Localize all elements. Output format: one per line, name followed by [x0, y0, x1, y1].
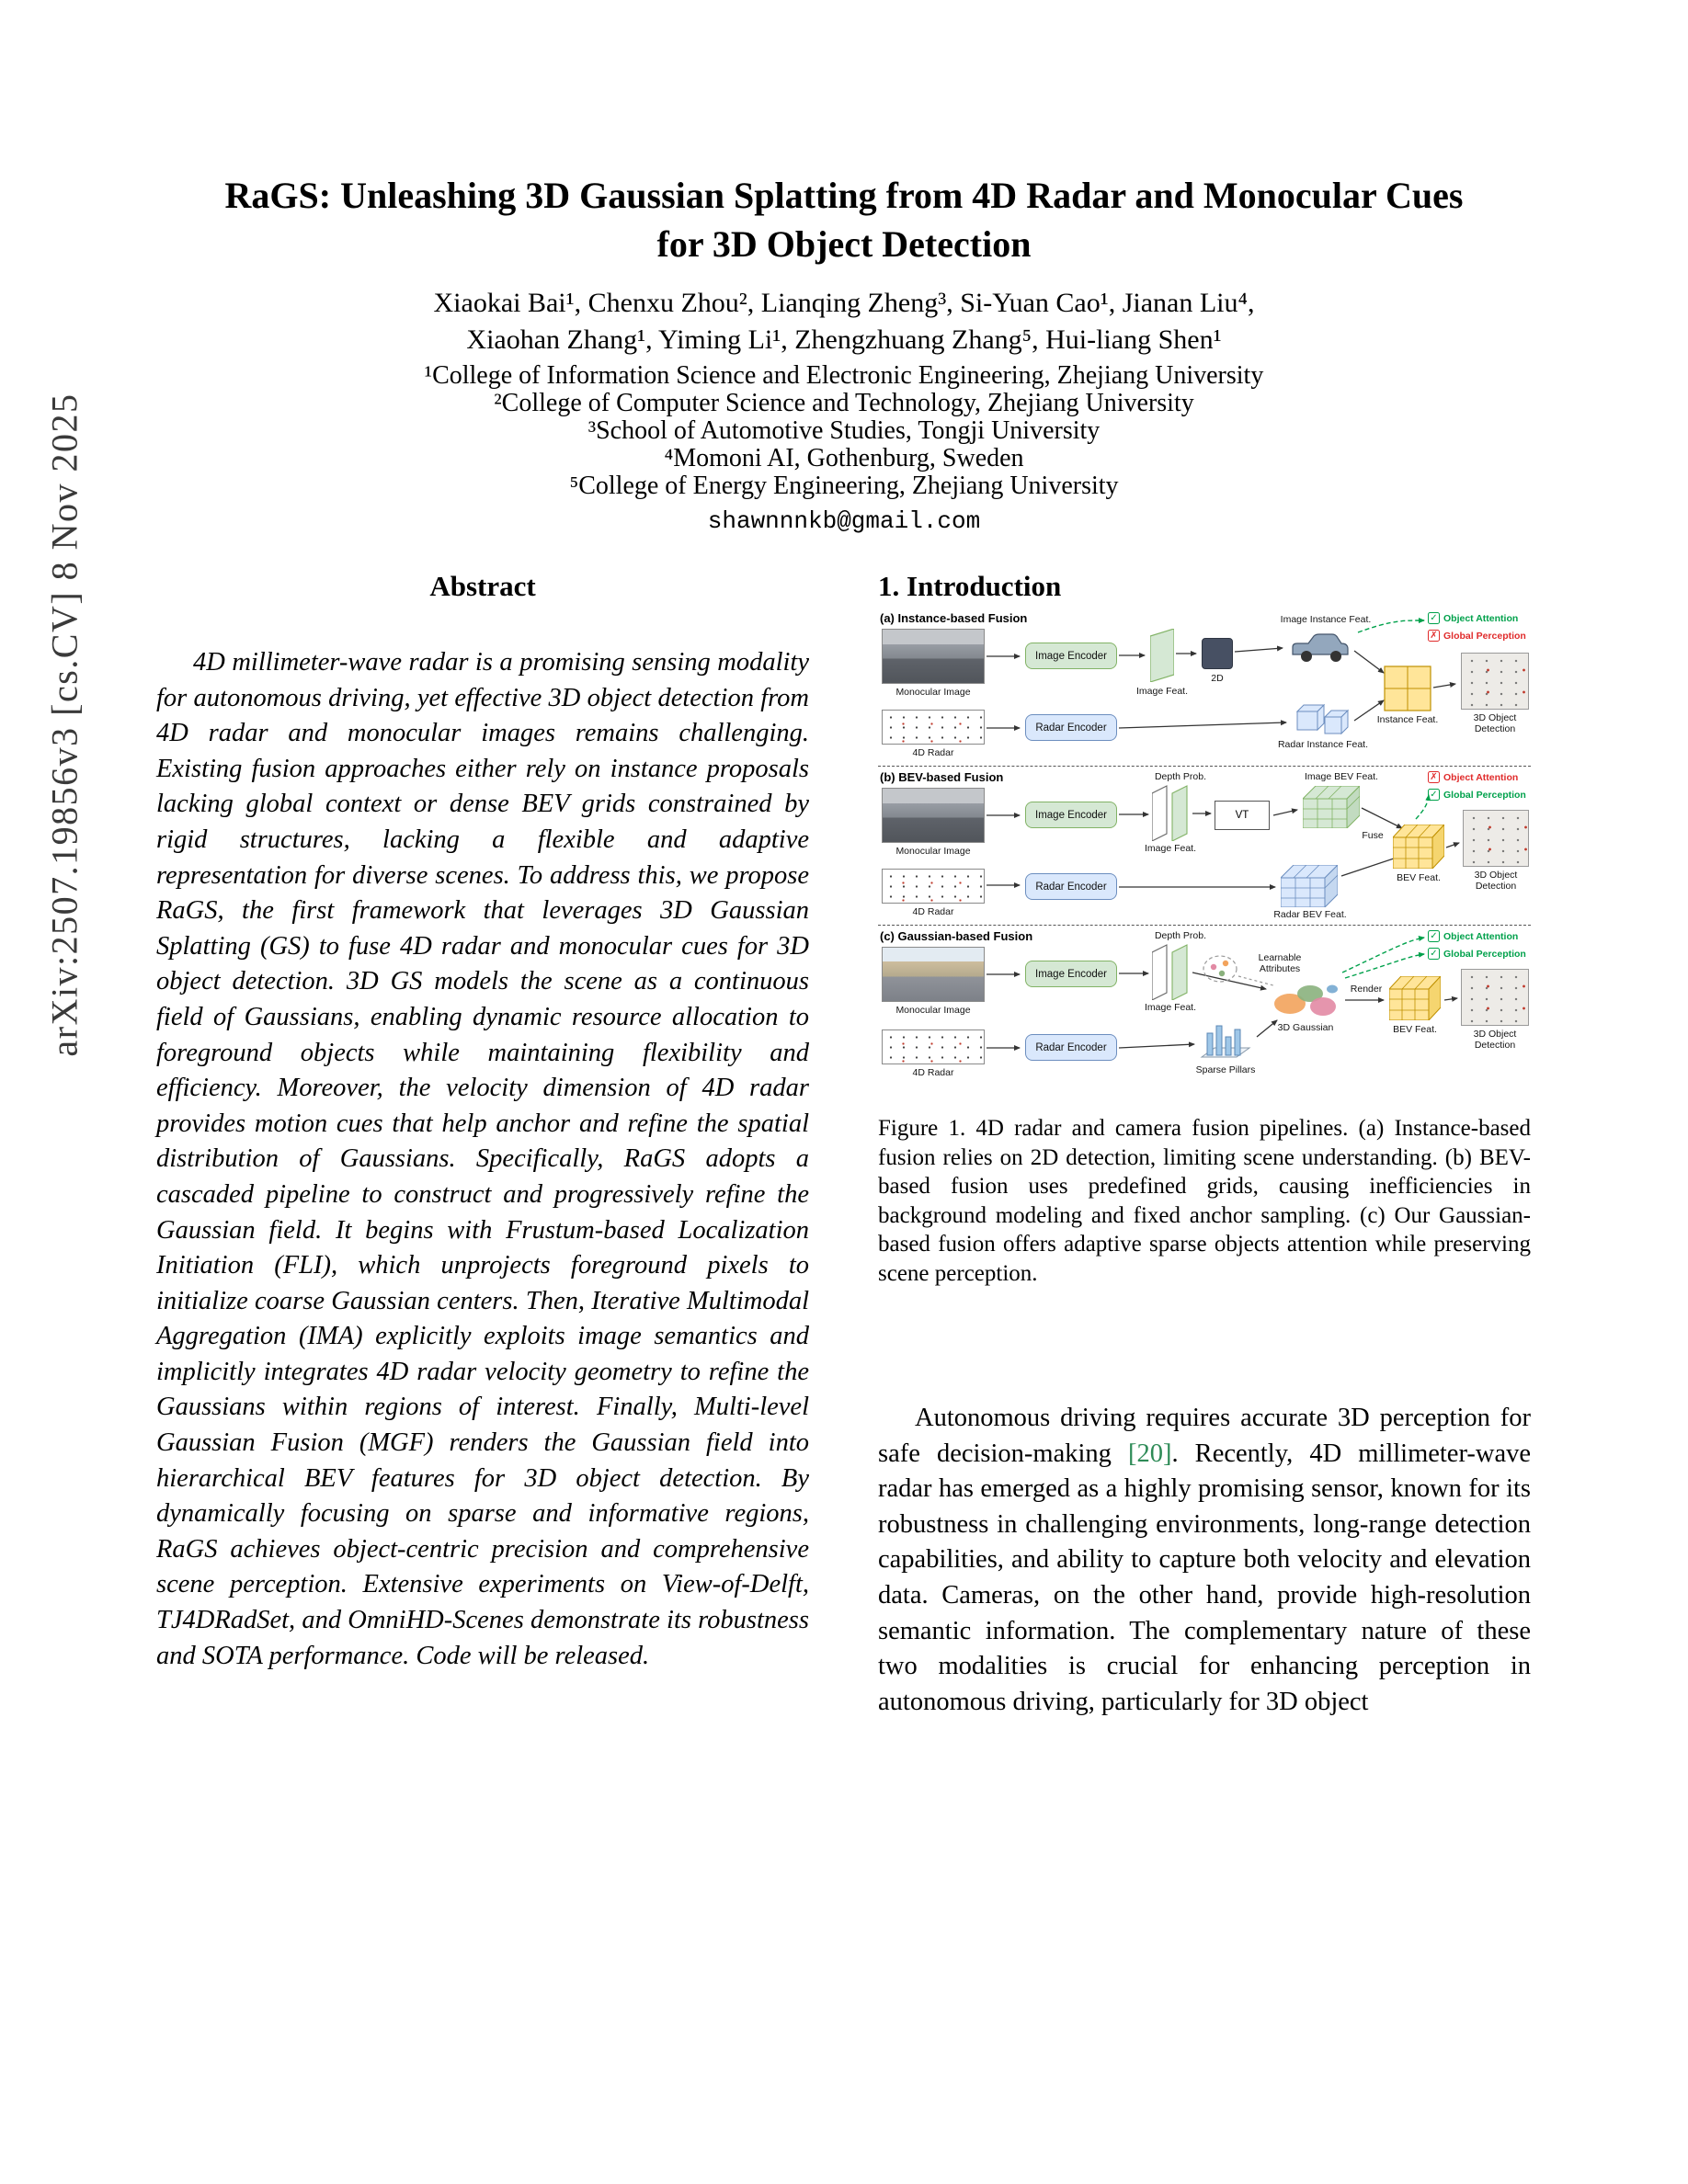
monocular-image-label: Monocular Image — [895, 846, 971, 857]
detection-result-thumbnail — [1461, 969, 1529, 1026]
panel-c-title: (c) Gaussian-based Fusion — [880, 929, 1033, 943]
depth-image-feat-planes-icon — [1152, 943, 1189, 1005]
figure-panel-c — [878, 928, 1531, 1090]
check-object-attention — [1428, 612, 1518, 624]
radar-pointcloud-thumbnail — [882, 710, 985, 745]
figure-1 — [878, 610, 1531, 1090]
detection-label: 3D Object Detection — [1473, 1029, 1517, 1051]
monocular-image-label: Monocular Image — [895, 687, 971, 698]
sparse-pillars-label: Sparse Pillars — [1195, 1064, 1256, 1075]
citation-link-20[interactable]: [20] — [1128, 1439, 1172, 1468]
check-object-attention — [1428, 930, 1518, 942]
radar-label: 4D Radar — [912, 1067, 954, 1078]
monocular-image-thumbnail — [882, 788, 985, 843]
radar-pointcloud-thumbnail — [882, 1029, 985, 1064]
checkmark-icon: ✓ — [1428, 612, 1440, 624]
image-encoder-box: Image Encoder — [1025, 643, 1117, 669]
check-label: Global Perception — [1443, 948, 1526, 960]
contact-email-row — [154, 507, 1534, 535]
image-feat-label: Image Feat. — [1144, 1002, 1197, 1013]
cross-icon: ✗ — [1428, 630, 1440, 642]
depth-image-feat-planes-icon — [1152, 784, 1189, 846]
affiliation: ¹College of Information Science and Electronic Engineering, Zhejiang University — [424, 361, 1264, 390]
affiliation: ²College of Computer Science and Technology, Zhejiang University — [494, 389, 1194, 417]
image-feat-label: Image Feat. — [1144, 843, 1197, 854]
paper-title-line2: for 3D Object Detection — [656, 223, 1032, 265]
check-object-attention — [1428, 771, 1518, 783]
bev-feat-label: BEV Feat. — [1397, 872, 1441, 883]
introduction-paragraph — [878, 1401, 1531, 1720]
author-list — [154, 285, 1534, 358]
check-label: Object Attention — [1443, 612, 1519, 624]
radar-pointcloud-thumbnail — [882, 869, 985, 904]
paper-title-line1: RaGS: Unleashing 3D Gaussian Splatting from 4D Radar and Monocular Cues — [224, 175, 1464, 216]
checkmark-icon: ✓ — [1428, 930, 1440, 942]
image-instance-feat-label: Image Instance Feat. — [1280, 614, 1372, 625]
detector-2d-box — [1202, 638, 1233, 669]
fuse-label: Fuse — [1362, 830, 1384, 841]
intro-text: . Recently, 4D millimeter-wave radar has emerged as a highly promising sensor, known for its robustness in challenging environments, long-range detection capabilities, and ability to capture both velocity and elevation data. Cameras, on the other hand, provide high-resolution semantic information. The complementary nature of these two modalities is crucial for enhancing perception in autonomous driving, particularly for 3D object — [878, 1439, 1532, 1716]
radar-encoder-box: Radar Encoder — [1025, 873, 1117, 900]
monocular-image-label: Monocular Image — [895, 1005, 971, 1016]
radar-bev-grid-icon — [1281, 865, 1338, 912]
radar-label: 4D Radar — [912, 906, 954, 917]
radar-encoder-box: Radar Encoder — [1025, 714, 1117, 741]
figure-1-caption: Figure 1. 4D radar and camera fusion pipelines. (a) Instance-based fusion relies on 2D detection, limiting scene understanding. (b) BEV-based fusion uses predefined grids, causing inefficiencies in background modeling and fixed anchor sampling. (c) Our Gaussian-based fusion offers adaptive sparse objects attention while preserving scene perception. — [878, 1116, 1531, 1286]
image-bev-feat-label: Image BEV Feat. — [1305, 771, 1378, 782]
check-global-perception — [1428, 789, 1526, 801]
learnable-attributes-label: Learnable Attributes — [1258, 952, 1302, 974]
bev-feat-grid-icon — [1393, 825, 1444, 873]
render-label: Render — [1350, 984, 1383, 995]
detection-label: 3D Object Detection — [1474, 870, 1518, 892]
paper-title — [154, 171, 1534, 268]
panel-b-title: (b) BEV-based Fusion — [880, 770, 1004, 784]
radar-bev-feat-label: Radar BEV Feat. — [1273, 909, 1347, 920]
gaussian-label: 3D Gaussian — [1277, 1022, 1334, 1033]
car-instance-icon — [1288, 631, 1352, 668]
instance-feat-label: Instance Feat. — [1376, 714, 1439, 725]
check-label: Object Attention — [1443, 930, 1519, 942]
radar-instance-cubes-icon — [1294, 700, 1352, 742]
check-global-perception — [1428, 630, 1526, 642]
instance-feat-grid-icon — [1384, 665, 1431, 716]
check-global-perception — [1428, 948, 1526, 960]
view-transform-box: VT — [1215, 801, 1270, 830]
image-feat-label: Image Feat. — [1135, 686, 1189, 697]
intro-text: Autonomous driving requires accurate 3D perception for safe decision-making — [878, 1404, 1531, 1468]
image-feat-plane-icon — [1150, 629, 1174, 687]
learnable-attributes-icon — [1202, 954, 1238, 988]
monocular-image-thumbnail — [882, 629, 985, 684]
section-heading-introduction: 1. Introduction — [878, 570, 1062, 602]
image-encoder-box: Image Encoder — [1025, 802, 1117, 828]
abstract-heading: Abstract — [429, 570, 536, 602]
checkmark-icon: ✓ — [1428, 789, 1440, 801]
bev-feat-grid-icon — [1389, 976, 1441, 1025]
figure-panel-a — [878, 610, 1531, 767]
cross-icon: ✗ — [1428, 771, 1440, 783]
detection-label: 3D Object Detection — [1473, 712, 1517, 734]
panel-a-title: (a) Instance-based Fusion — [880, 611, 1028, 625]
detector-2d-label: 2D — [1211, 673, 1224, 684]
contact-email-link[interactable]: shawnnnkb@gmail.com — [707, 507, 981, 535]
detection-result-thumbnail — [1463, 810, 1529, 867]
depth-prob-label: Depth Prob. — [1154, 771, 1207, 782]
affiliation: ⁵College of Energy Engineering, Zhejiang University — [569, 472, 1119, 500]
image-bev-grid-icon — [1303, 786, 1360, 833]
monocular-image-thumbnail — [882, 947, 985, 1002]
gaussian-ellipses-icon — [1272, 978, 1340, 1025]
radar-encoder-box: Radar Encoder — [1025, 1034, 1117, 1061]
radar-instance-feat-label: Radar Instance Feat. — [1277, 739, 1369, 750]
checkmark-icon: ✓ — [1428, 948, 1440, 960]
affiliation-list — [154, 362, 1534, 500]
author-line: Xiaokai Bai¹, Chenxu Zhou², Lianqing Zheng³, Si-Yuan Cao¹, Jianan Liu⁴, — [433, 288, 1255, 318]
detection-result-thumbnail — [1461, 653, 1529, 710]
check-label: Global Perception — [1443, 630, 1526, 642]
affiliation: ³School of Automotive Studies, Tongji University — [587, 416, 1101, 445]
abstract-text: 4D millimeter-wave radar is a promising sensing modality for autonomous driving, yet effective 3D object detection from 4D radar and monocular images remains challenging. Existing fusion approaches either rely on instance proposals lacking global context or dense BEV grids constrained by rigid structures, lacking a flexible and adaptive representation for diverse scenes. To address this, we propose RaGS, the first framework that leverages 3D Gaussian Splatting (GS) to fuse 4D radar and monocular cues for 3D object detection. 3D GS models the scene as a continuous field of Gaussians, enabling dynamic resource allocation to foreground objects while maintaining flexibility and efficiency. Moreover, the velocity dimension of 4D radar provides motion cues that help anchor and refine the spatial distribution of Gaussians. Specifically, RaGS adopts a cascaded pipeline to construct and progressively refine the Gaussian field. It begins with Frustum-based Localization Initiation (FLI), which unprojects foreground pixels to initialize coarse Gaussian centers. Then, Iterative Multimodal Aggregation (IMA) explicitly exploits image semantics and implicitly integrates 4D radar velocity geometry to refine the Gaussians within regions of interest. Finally, Multi-level Gaussian Fusion (MGF) renders the Gaussian field into hierarchical BEV features for 3D object detection. By dynamically focusing on sparse and informative regions, RaGS achieves object-centric precision and comprehensive scene perception. Extensive experiments on View-of-Delft, TJ4DRadSet, and OmniHD-Scenes demonstrate its robustness and SOTA performance. Code will be released. — [156, 648, 809, 1670]
radar-label: 4D Radar — [912, 747, 954, 758]
check-label: Global Perception — [1443, 789, 1526, 801]
image-encoder-box: Image Encoder — [1025, 961, 1117, 987]
figure-panel-b — [878, 769, 1531, 926]
bev-feat-label: BEV Feat. — [1393, 1024, 1437, 1035]
affiliation: ⁴Momoni AI, Gothenburg, Sweden — [664, 444, 1024, 472]
arxiv-watermark: arXiv:2507.19856v3 [cs.CV] 8 Nov 2025 — [43, 392, 86, 1057]
sparse-pillars-icon — [1200, 1020, 1251, 1067]
check-label: Object Attention — [1443, 771, 1519, 783]
depth-prob-label: Depth Prob. — [1154, 930, 1207, 941]
author-line: Xiaohan Zhang¹, Yiming Li¹, Zhengzhuang Zhang⁵, Hui-liang Shen¹ — [466, 324, 1222, 355]
